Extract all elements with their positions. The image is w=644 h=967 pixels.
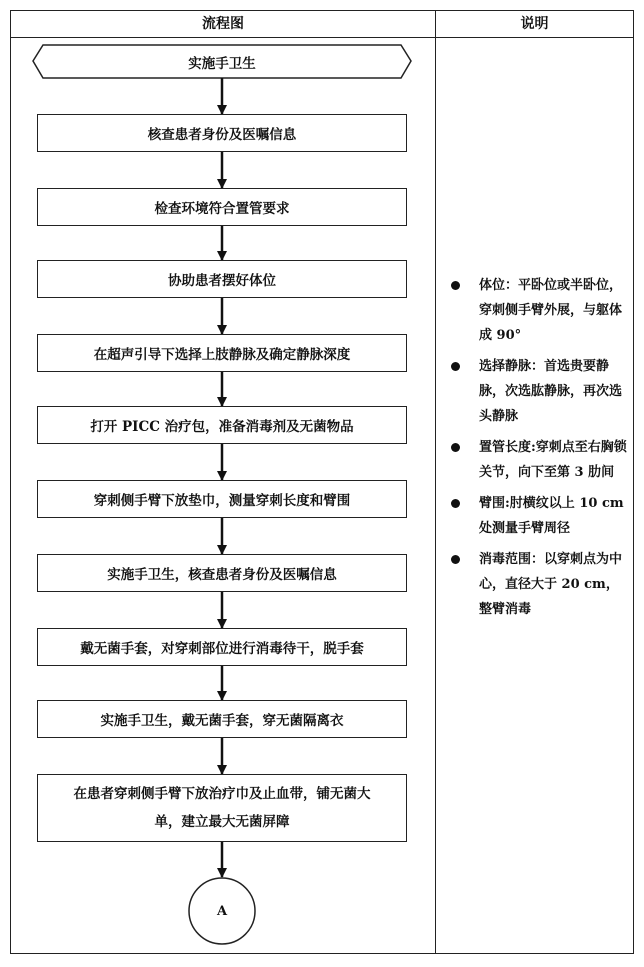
bullet-icon — [451, 555, 460, 564]
note-text: 选择静脉：首选贵要静脉，次选肱静脉，再次选头静脉 — [479, 359, 623, 424]
bullet-icon — [451, 499, 460, 508]
note-text: 置管长度:穿刺点至右胸锁关节，向下至第 3 肋间 — [479, 440, 627, 480]
step-10-line-2: 单，建立最大无菌屏障 — [154, 814, 290, 830]
note-text: 臂围:肘横纹以上 10 cm 处测量手臂周径 — [479, 496, 624, 536]
step-1-box: 核查患者身份及医嘱信息 — [37, 114, 407, 152]
step-2-box: 检查环境符合置管要求 — [37, 188, 407, 226]
step-10-box — [37, 774, 407, 842]
bullet-icon — [451, 443, 460, 452]
step-5-box: 打开 PICC 治疗包，准备消毒剂及无菌物品 — [37, 406, 407, 444]
note-item — [443, 273, 631, 348]
start-terminal: 实施手卫生 — [188, 55, 256, 72]
notes-column-header: 说明 — [520, 16, 549, 32]
connector-label: A — [216, 903, 228, 919]
bullet-icon — [451, 362, 460, 371]
step-4-box: 在超声引导下选择上肢静脉及确定静脉深度 — [37, 334, 407, 372]
column-divider — [435, 11, 436, 953]
step-3-box: 协助患者摆好体位 — [37, 260, 407, 298]
flowchart-column-header: 流程图 — [202, 16, 244, 32]
note-item — [443, 491, 631, 541]
step-9-box: 实施手卫生，戴无菌手套，穿无菌隔离衣 — [37, 700, 407, 738]
note-item — [443, 435, 631, 485]
step-7-box: 实施手卫生，核查患者身份及医嘱信息 — [37, 554, 407, 592]
notes-list — [443, 273, 631, 628]
step-8-box: 戴无菌手套，对穿刺部位进行消毒待干，脱手套 — [37, 628, 407, 666]
note-text: 消毒范围：以穿刺点为中心，直径大于 20 cm，整臂消毒 — [479, 552, 623, 617]
flowchart-table — [10, 10, 634, 954]
note-item — [443, 354, 631, 429]
bullet-icon — [451, 281, 460, 290]
note-item — [443, 547, 631, 622]
step-10-line-1: 在患者穿刺侧手臂下放治疗巾及止血带，铺无菌大 — [73, 786, 371, 802]
step-6-box: 穿刺侧手臂下放垫巾，测量穿刺长度和臂围 — [37, 480, 407, 518]
note-text: 体位：平卧位或半卧位，穿刺侧手臂外展，与躯体成 90° — [479, 278, 623, 343]
